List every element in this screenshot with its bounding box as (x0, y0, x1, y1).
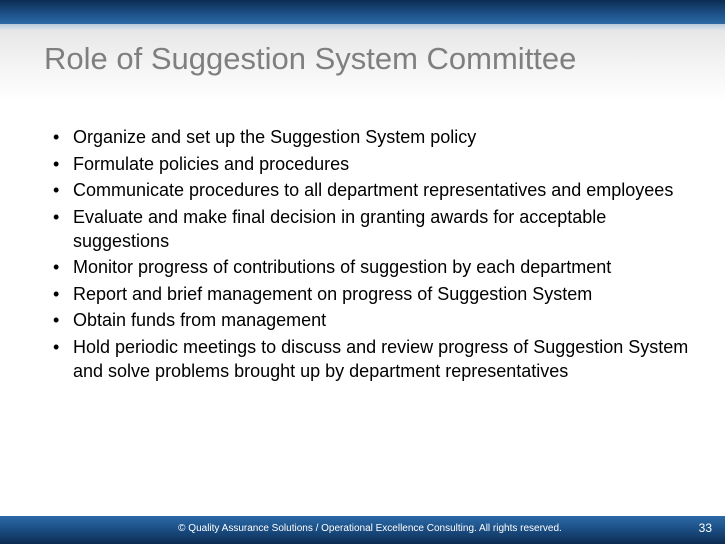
bullet-item: • Evaluate and make final decision in granting awards for acceptable suggestions (53, 205, 693, 253)
bullet-item: • Formulate policies and procedures (53, 152, 693, 176)
bullet-item: • Hold periodic meetings to discuss and review progress of Suggestion System and solve problems brought up by department representatives (53, 335, 693, 383)
bullet-item: • Monitor progress of contributions of suggestion by each department (53, 255, 693, 279)
footer-copyright: © Quality Assurance Solutions / Operational Excellence Consulting. All rights reserved. (178, 523, 562, 534)
bullet-item: • Organize and set up the Suggestion System policy (53, 125, 693, 149)
bullet-item: • Report and brief management on progress of Suggestion System (53, 282, 693, 306)
footer-bar (0, 516, 725, 544)
bullet-item: • Obtain funds from management (53, 308, 693, 332)
slide-title: Role of Suggestion System Committee (44, 41, 577, 76)
page-number: 33 (698, 521, 712, 535)
bullet-list (53, 125, 693, 385)
bullet-item: • Communicate procedures to all department representatives and employees (53, 178, 693, 202)
header-bar (0, 0, 725, 24)
